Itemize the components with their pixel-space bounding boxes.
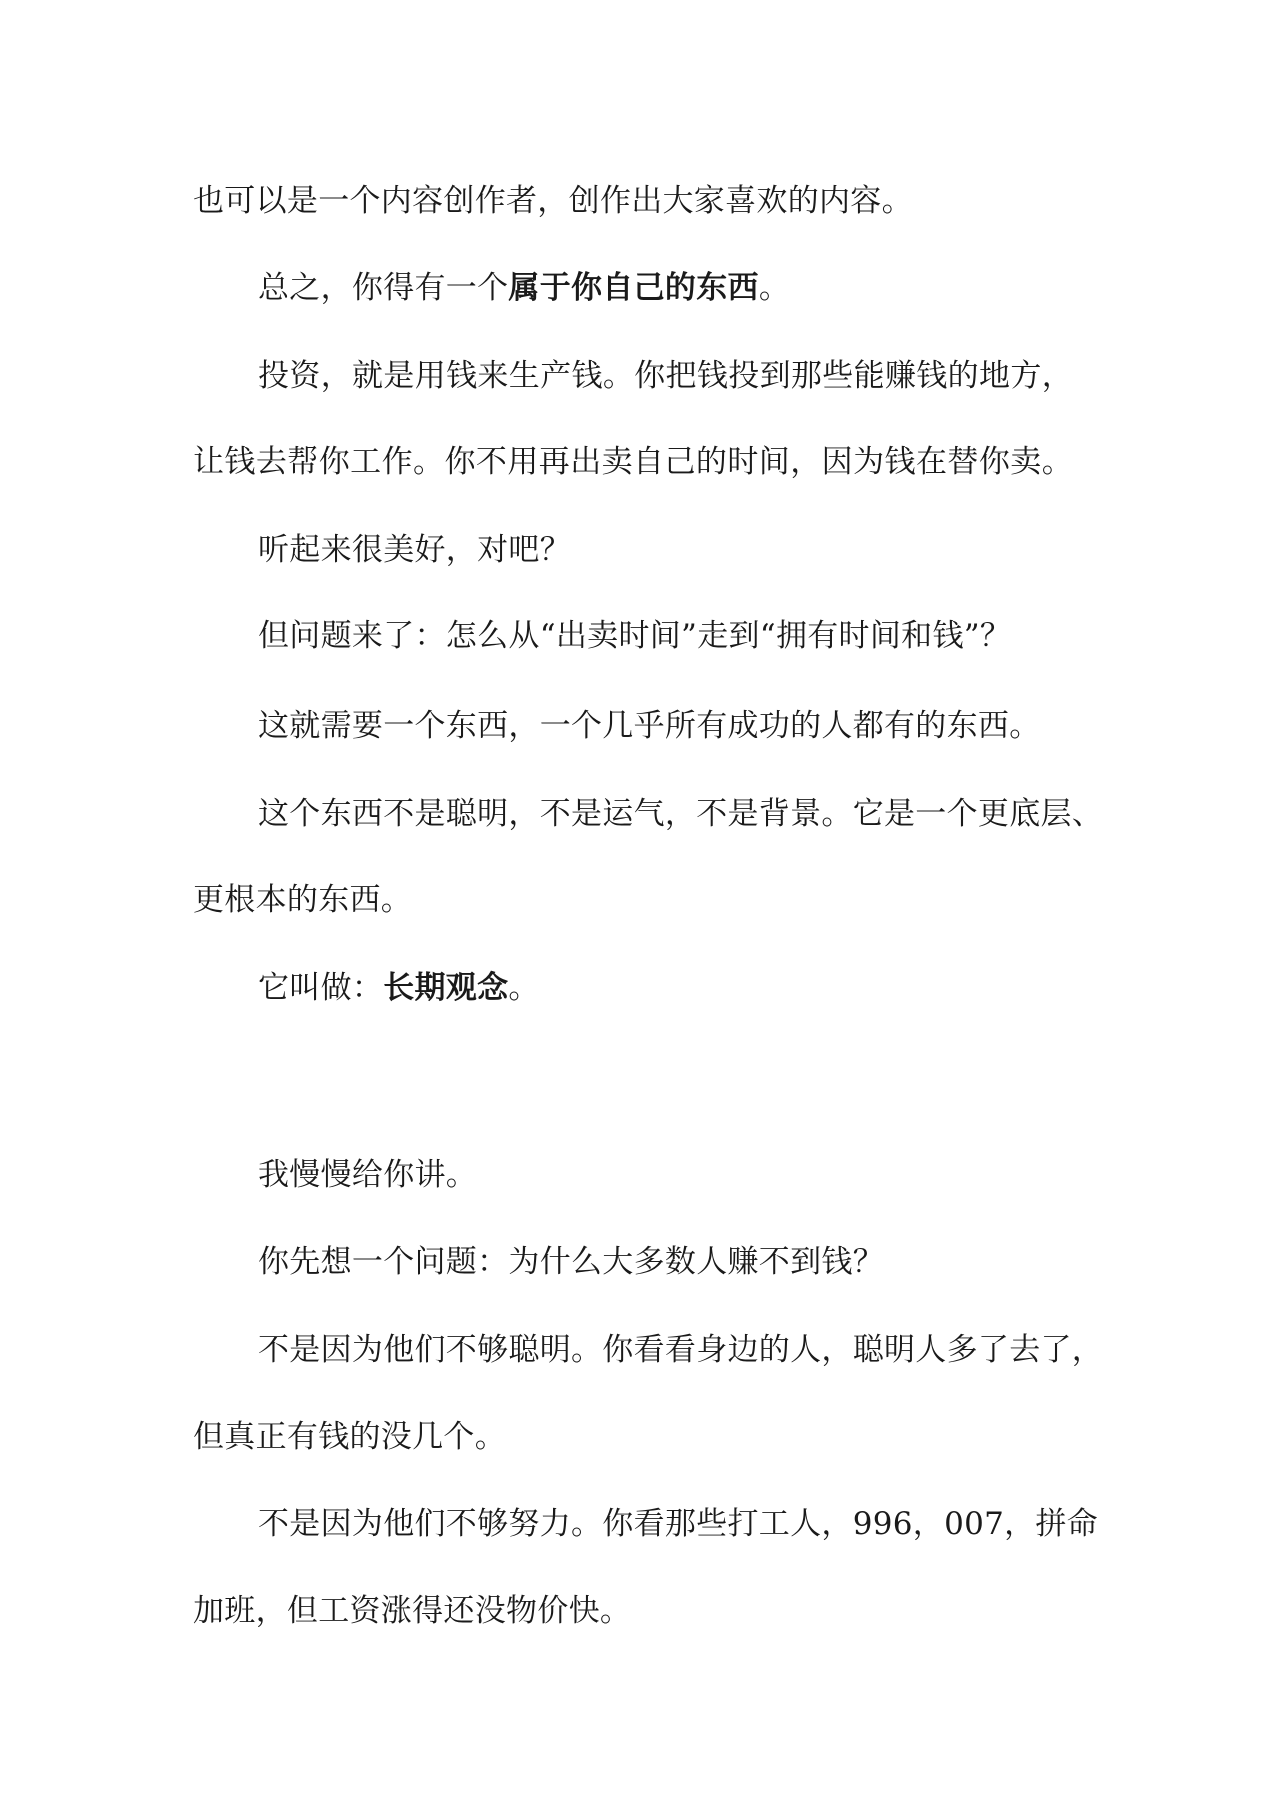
line-text: 也可以是一个内容创作者，创作出大家喜欢的内容。 [193, 183, 913, 219]
paragraph-line [258, 1504, 1099, 1544]
paragraph-line [258, 1242, 884, 1282]
line-text: 这个东西不是聪明，不是运气，不是背景。它是一个更底层、 [258, 796, 1104, 832]
paragraph-line [258, 1155, 477, 1195]
line-text: 总之，你得有一个 [258, 270, 509, 306]
bold-phrase: 属于你自己的东西 [508, 270, 759, 306]
paragraph-line [258, 968, 540, 1008]
paragraph-line [258, 706, 1041, 746]
paragraph-line [258, 356, 1073, 396]
paragraph-line [258, 1330, 1104, 1370]
line-text: 你先想一个问题：为什么大多数人赚不到钱？ [258, 1244, 884, 1280]
line-text: 听起来很美好，对吧？ [258, 532, 571, 568]
paragraph-line [258, 794, 1104, 834]
line-text: 不是因为他们不够聪明。你看看身边的人，聪明人多了去了， [258, 1332, 1104, 1368]
line-text: 这就需要一个东西，一个几乎所有成功的人都有的东西。 [258, 708, 1041, 744]
line-text: 但真正有钱的没几个。 [193, 1419, 506, 1455]
line-text: 不是因为他们不够努力。你看那些打工人，996，007，拼命 [258, 1506, 1099, 1542]
paragraph-line [258, 268, 790, 308]
bold-phrase: 长期观念 [383, 970, 509, 1006]
line-text: 我慢慢给你讲。 [258, 1157, 478, 1193]
line-text: 。 [758, 270, 791, 306]
paragraph-line [193, 880, 412, 920]
line-text: 但问题来了：怎么从“出卖时间”走到“拥有时间和钱”？ [258, 618, 1012, 654]
line-text: 投资，就是用钱来生产钱。你把钱投到那些能赚钱的地方， [258, 358, 1073, 394]
line-text: 让钱去帮你工作。你不用再出卖自己的时间，因为钱在替你卖。 [193, 444, 1073, 480]
line-text: 。 [508, 970, 540, 1006]
paragraph-line [258, 530, 571, 570]
paragraph-line [193, 1417, 506, 1457]
paragraph-line [258, 616, 1011, 656]
line-text: 更根本的东西。 [193, 882, 413, 918]
line-text: 它叫做： [258, 970, 384, 1006]
line-text: 加班，但工资涨得还没物价快。 [193, 1593, 632, 1629]
paragraph-line [193, 1591, 631, 1631]
paragraph-line [193, 442, 1073, 482]
paragraph-line [193, 181, 913, 221]
